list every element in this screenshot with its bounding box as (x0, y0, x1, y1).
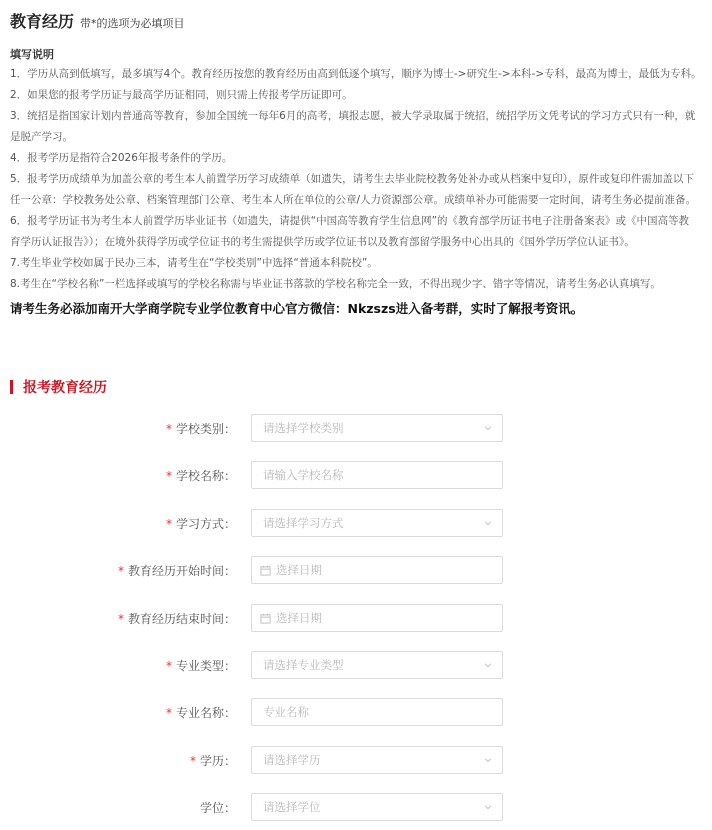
required-mark: * (165, 659, 172, 673)
note-line: 1．学历从高到低填写，最多填写4个。教育经历按您的教育经历由高到低逐个填写，顺序为博士->研究生->本科->专科，最高为博士，最低为专科。 (10, 68, 702, 80)
field-placeholder: 选择日期 (276, 563, 322, 577)
select-field[interactable] (251, 414, 503, 442)
field-label-text: 教育经历开始时间： (127, 564, 236, 578)
select-field[interactable] (251, 793, 503, 821)
page-subtitle: 带*的选项为必填项目 (80, 17, 185, 30)
form-row (0, 793, 712, 825)
note-line: 4．报考学历是指符合2026年报考条件的学历。 (10, 152, 233, 164)
select-field[interactable] (251, 651, 503, 679)
required-mark: * (165, 517, 172, 531)
field-label-text: 学习方式： (175, 517, 236, 531)
field-placeholder: 专业名称 (263, 705, 309, 719)
field-placeholder: 请选择学习方式 (263, 516, 344, 530)
field-placeholder: 请选择学历 (263, 753, 321, 767)
field-label (118, 604, 236, 634)
text-input[interactable] (251, 461, 503, 489)
field-label-text: 教育经历结束时间： (127, 612, 236, 626)
field-label (118, 556, 236, 586)
field-placeholder: 请选择学位 (263, 800, 321, 814)
note-line: 3．统招是指国家计划内普通高等教育，参加全国统一每年6月的高考，填报志愿，被大学录取属于统招，统招学历文凭考试的学习方式只有一种，就 (10, 110, 696, 122)
field-placeholder: 请选择学校类别 (263, 421, 344, 435)
field-label-text: 专业名称： (175, 706, 236, 720)
field-label-text: 学位： (199, 801, 236, 815)
required-mark: * (117, 612, 124, 626)
field-placeholder: 请输入学校名称 (263, 468, 344, 482)
chevron-down-icon (484, 519, 492, 527)
field-label-text: 学校名称： (175, 469, 236, 483)
date-picker[interactable] (251, 604, 503, 632)
required-mark: * (189, 754, 196, 768)
section-title: 报考教育经历 (23, 380, 107, 396)
text-input[interactable] (251, 698, 503, 726)
chevron-down-icon (484, 424, 492, 432)
form-row (0, 604, 712, 636)
note-line: 5．报考学历成绩单为加盖公章的考生本人前置学历学习成绩单（如遗失，请考生去毕业院校教务处补办或从档案中复印），原件或复印件需加盖以下 (10, 173, 694, 185)
note-line: 7.考生毕业学校如属于民办三本，请考生在“学校类别”中选择“普通本科院校”。 (10, 257, 378, 269)
field-label (166, 698, 236, 728)
form-row (0, 651, 712, 683)
notes-heading: 填写说明 (10, 48, 54, 61)
select-field[interactable] (251, 746, 503, 774)
form-row (0, 509, 712, 541)
note-line: 2．如果您的报考学历证与最高学历证相同，则只需上传报考学历证即可。 (10, 89, 353, 101)
field-label (190, 746, 236, 776)
calendar-icon (260, 565, 271, 576)
select-field[interactable] (251, 509, 503, 537)
field-label (166, 461, 236, 491)
chevron-down-icon (484, 803, 492, 811)
field-label-text: 学历： (199, 754, 236, 768)
calendar-icon (260, 613, 271, 624)
section-accent-bar (10, 380, 13, 394)
field-label (166, 509, 236, 539)
chevron-down-icon (484, 661, 492, 669)
note-line: 是脱产学习。 (10, 131, 73, 143)
required-mark: * (165, 422, 172, 436)
chevron-down-icon (484, 756, 492, 764)
form-row (0, 698, 712, 730)
wechat-notice: 请考生务必添加南开大学商学院专业学位教育中心官方微信：Nkzszs进入备考群，实时了解报考资讯。 (10, 301, 584, 316)
note-line: 育学历认证报告》）；在境外获得学历或学位证书的考生需提供学历或学位证书以及教育部留学服务中心出具的《国外学历学位认证书》。 (10, 236, 635, 248)
field-label (166, 651, 236, 681)
form-row (0, 556, 712, 588)
notes-list (10, 64, 702, 295)
note-line: 6．报考学历证书为考生本人前置学历毕业证书（如遗失，请提供“中国高等教育学生信息网”的《教育部学历证书电子注册备案表》或《中国高等教 (10, 215, 690, 227)
note-line: 任一公章：学校教务处公章、档案管理部门公章、考生本人所在单位的公章/人力资源部公章。成绩单补办可能需要一定时间，请考生务必提前准备。 (10, 194, 697, 206)
field-label-text: 学校类别： (175, 422, 236, 436)
field-label-text: 专业类型： (175, 659, 236, 673)
form-row (0, 414, 712, 446)
form-row (0, 461, 712, 493)
page-title: 教育经历 (10, 12, 75, 31)
field-label (200, 793, 236, 823)
page-title-block (10, 9, 185, 32)
required-mark: * (165, 706, 172, 720)
field-placeholder: 选择日期 (276, 611, 322, 625)
field-placeholder: 请选择专业类型 (263, 658, 344, 672)
date-picker[interactable] (251, 556, 503, 584)
form-row (0, 746, 712, 778)
section-header (10, 377, 107, 397)
field-label (166, 414, 236, 444)
required-mark: * (165, 469, 172, 483)
required-mark: * (117, 564, 124, 578)
note-line: 8.考生在“学校名称”一栏选择或填写的学校名称需与毕业证书落款的学校名称完全一致，不得出现少字、错字等情况，请考生务必认真填写。 (10, 278, 661, 290)
